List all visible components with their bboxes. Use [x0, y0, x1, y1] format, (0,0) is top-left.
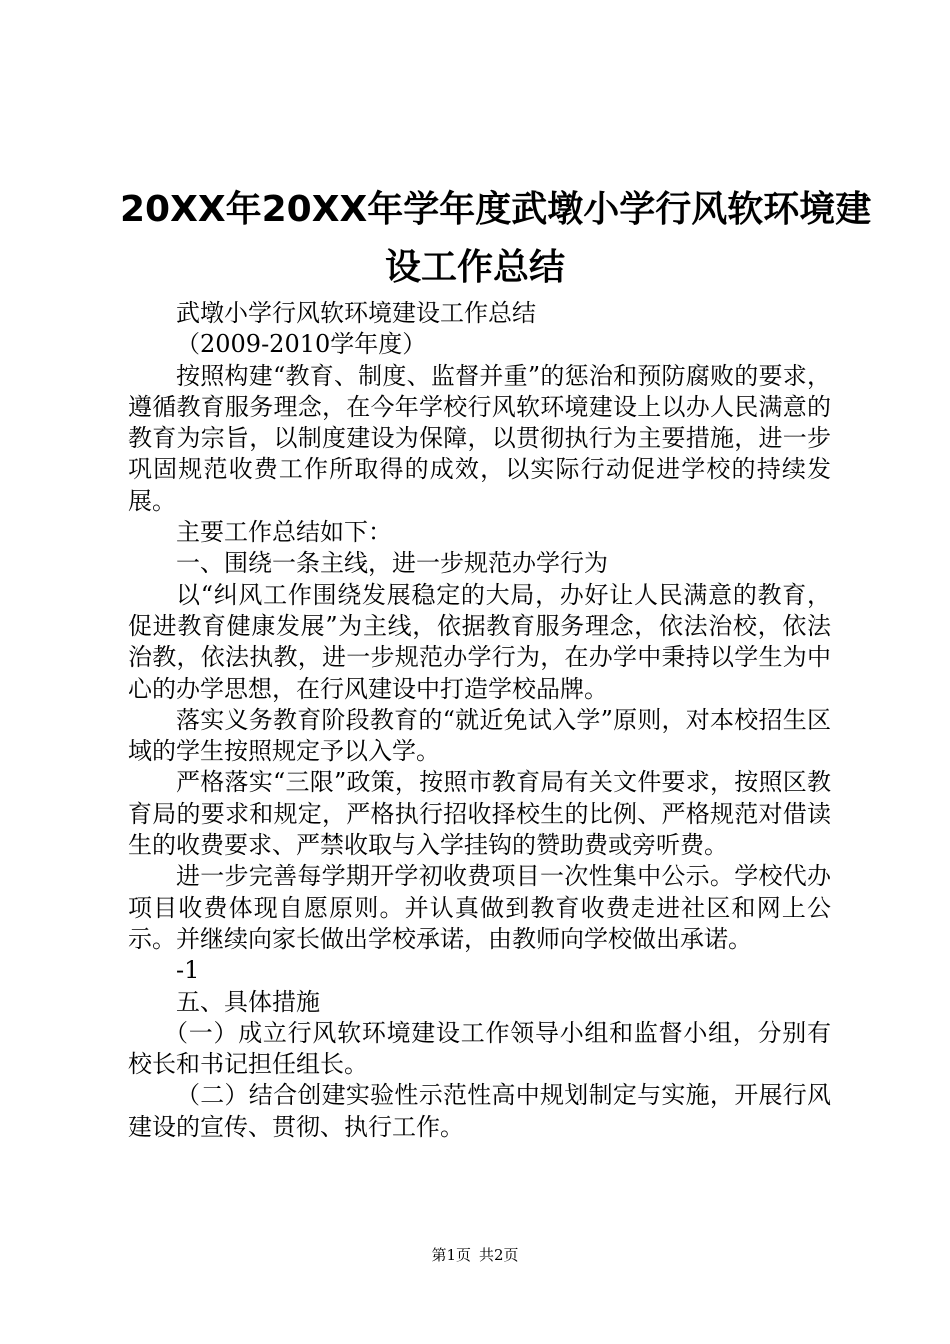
document-body	[128, 298, 831, 1143]
list-item: （二）结合创建实验性示范性高中规划制定与实施，开展行风建设的宣传、贯彻、执行工作。	[128, 1081, 831, 1141]
section-heading: 一、围绕一条主线，进一步规范办学行为	[176, 549, 608, 578]
page-footer	[0, 1246, 950, 1264]
body-paragraph: 严格落实“三限”政策，按照市教育局有关文件要求，按照区教育局的要求和规定，严格执行招收择校生的比例、严格规范对借读生的收费要求、严禁收取与入学挂钩的赞助费或旁听费。	[128, 768, 831, 860]
document-title-line-1: 20XX年20XX年学年度武墩小学行风软环境建	[120, 189, 872, 230]
school-year-paragraph: （2009-2010学年度）	[176, 330, 427, 359]
body-paragraph: 按照构建“教育、制度、监督并重”的惩治和预防腐败的要求，遵循教育服务理念，在今年学校行风软环境建设上以办人民满意的教育为宗旨，以制度建设为保障，以贯彻执行为主要措施，进一步巩固规范收费工作所取得的成效，以实际行动促进学校的持续发展。	[128, 361, 831, 515]
body-paragraph: 主要工作总结如下：	[176, 518, 392, 547]
page-number: 第1页	[431, 1246, 471, 1264]
body-paragraph: 以“纠风工作围绕发展稳定的大局，办好让人民满意的教育，促进教育健康发展”为主线，依据教育服务理念，依法治校，依法治教，依法执教，进一步规范办学行为，在办学中秉持以学生为中心的办学思想，在行风建设中打造学校品牌。	[128, 580, 831, 703]
body-paragraph: 落实义务教育阶段教育的“就近免试入学”原则，对本校招生区域的学生按照规定予以入学。	[128, 705, 831, 766]
document-title-line-2: 设工作总结	[384, 247, 565, 288]
section-heading: 五、具体措施	[176, 987, 320, 1016]
inline-page-marker: -1	[176, 956, 200, 985]
list-item: （一）成立行风软环境建设工作领导小组和监督小组，分别有校长和书记担任组长。	[128, 1018, 831, 1079]
body-paragraph: 进一步完善每学期开学初收费项目一次性集中公示。学校代办项目收费体现自愿原则。并认真做到教育收费走进社区和网上公示。并继续向家长做出学校承诺，由教师向学校做出承诺。	[128, 862, 831, 953]
page-total: 共2页	[479, 1246, 519, 1264]
subtitle-paragraph: 武墩小学行风软环境建设工作总结	[176, 299, 536, 327]
